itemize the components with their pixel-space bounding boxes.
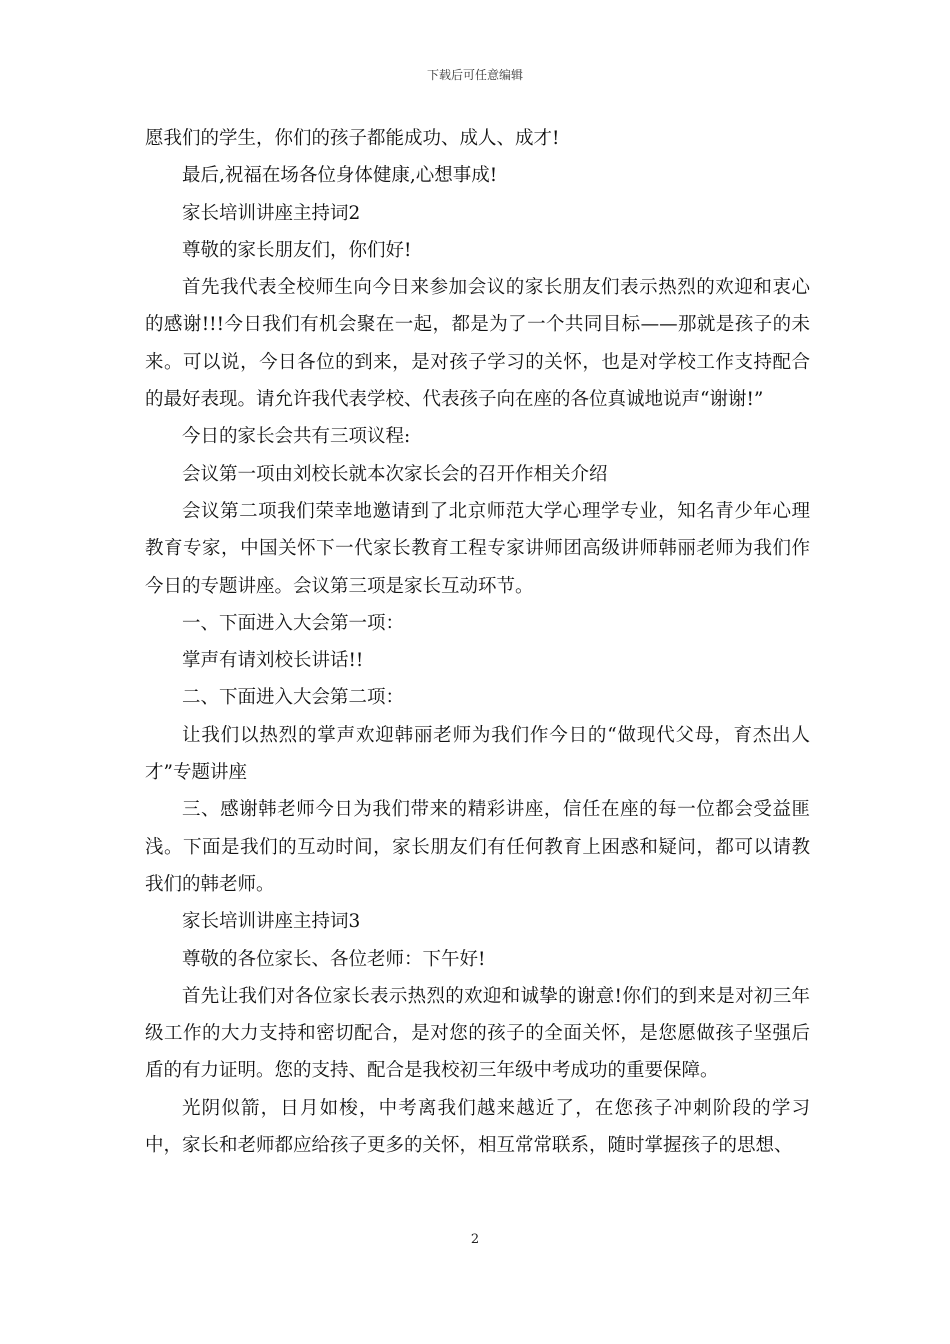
paragraph: 让我们以热烈的掌声欢迎韩丽老师为我们作今日的“做现代父母，育杰出人才”专题讲座 <box>145 724 810 784</box>
paragraph: 尊敬的各位家长、各位老师：下午好! <box>182 948 486 970</box>
paragraph: 一、下面进入大会第一项： <box>182 612 405 634</box>
paragraph: 会议第二项我们荣幸地邀请到了北京师范大学心理学专业，知名青少年心理教育专家，中国关怀下一代家长教育工程专家讲师团高级讲师韩丽老师为我们作今日的专题讲座。会议第三项是家长互动环节。 <box>145 500 810 597</box>
paragraph: 会议第一项由刘校长就本次家长会的召开作相关介绍 <box>182 463 608 485</box>
paragraph: 光阴似箭，日月如梭，中考离我们越来越近了，在您孩子冲刺阶段的学习中，家长和老师都应给孩子更多的关怀，相互常常联系，随时掌握孩子的思想、 <box>145 1097 810 1157</box>
document-body <box>145 120 810 1164</box>
paragraph: 尊敬的家长朋友们，你们好! <box>182 239 412 261</box>
paragraph: 首先让我们对各位家长表示热烈的欢迎和诚挚的谢意!你们的到来是对初三年级工作的大力支持和密切配合，是对您的孩子的全面关怀，是您愿做孩子坚强后盾的有力证明。您的支持、配合是我校初三年级中考成功的重要保障。 <box>145 985 810 1082</box>
paragraph: 三、感谢韩老师今日为我们带来的精彩讲座，信任在座的每一位都会受益匪浅。下面是我们的互动时间，家长朋友们有任何教育上困惑和疑问，都可以请教我们的韩老师。 <box>145 799 810 895</box>
paragraph: 掌声有请刘校长讲话!! <box>182 650 364 672</box>
page-header: 下载后可任意编辑 <box>426 68 523 82</box>
paragraph: 今日的家长会共有三项议程: <box>182 426 411 448</box>
page-number: 2 <box>470 1232 480 1247</box>
paragraph: 最后,祝福在场各位身体健康,心想事成! <box>182 165 498 187</box>
paragraph: 二、下面进入大会第二项： <box>182 687 405 709</box>
section-heading: 家长培训讲座主持词3 <box>182 911 361 933</box>
section-heading: 家长培训讲座主持词2 <box>182 202 361 224</box>
paragraph: 首先我代表全校师生向今日来参加会议的家长朋友们表示热烈的欢迎和衷心的感谢!!!今日我们有机会聚在一起，都是为了一个共同目标——那就是孩子的未来。可以说，今日各位的到来，是对孩子学习的关怀，也是对学校工作支持配合的最好表现。请允许我代表学校、代表孩子向在座的各位真诚地说声“谢谢!” <box>145 277 810 411</box>
paragraph: 愿我们的学生，你们的孩子都能成功、成人、成才! <box>145 128 560 149</box>
